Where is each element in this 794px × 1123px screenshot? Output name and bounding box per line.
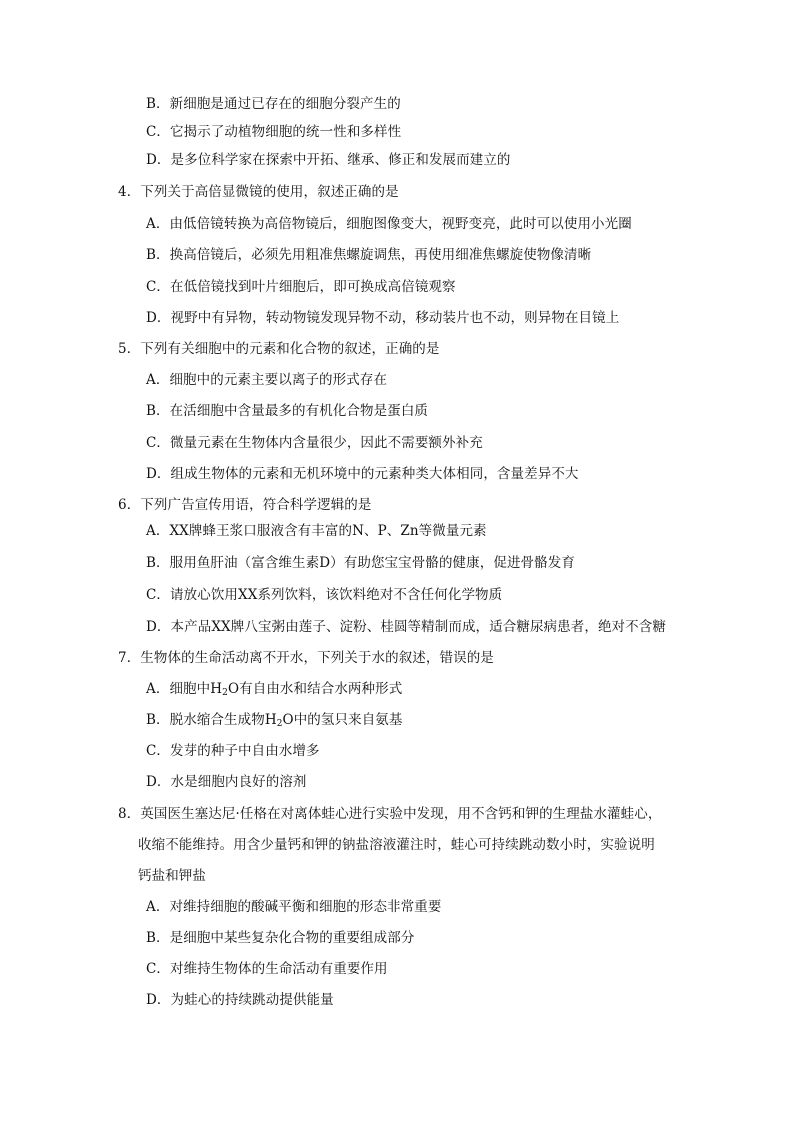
q7-stem: 7．生物体的生命活动离不开水，下列关于水的叙述，错误的是 xyxy=(118,650,494,666)
q3-option-c: C．它揭示了动植物细胞的统一性和多样性 xyxy=(146,124,402,140)
q4-option-c: C．在低倍镜找到叶片细胞后，即可换成高倍镜观察 xyxy=(146,279,456,295)
q4-option-b: B．换高倍镜后，必须先用粗准焦螺旋调焦，再使用细准焦螺旋使物像清晰 xyxy=(146,247,592,263)
q6-option-a: A．XX牌蜂王浆口服液含有丰富的N、P、Zn等微量元素 xyxy=(146,523,487,539)
q4-stem: 4．下列关于高倍显微镜的使用，叙述正确的是 xyxy=(118,184,399,200)
q3-option-d: D．是多位科学家在探索中开拓、继承、修正和发展而建立的 xyxy=(146,152,511,168)
q7-option-b-subscript: 2 xyxy=(276,719,283,729)
q6-stem: 6．下列广告宣传用语，符合科学逻辑的是 xyxy=(118,497,372,513)
q7-option-a xyxy=(146,680,402,698)
q7-option-a-post: O有自由水和结合水两种形式 xyxy=(227,681,403,697)
q7-option-b xyxy=(146,711,403,729)
q5-option-b: B．在活细胞中含量最多的有机化合物是蛋白质 xyxy=(146,403,429,419)
q7-option-b-post: O中的氢只来自氨基 xyxy=(282,712,403,728)
q3-option-b: B．新细胞是通过已存在的细胞分裂产生的 xyxy=(146,96,401,112)
q6-option-b: B．服用鱼肝油（富含维生素D）有助您宝宝骨骼的健康，促进骨骼发育 xyxy=(146,555,575,571)
q8-option-c: C．对维持生物体的生命活动有重要作用 xyxy=(146,961,388,977)
q5-option-a: A．细胞中的元素主要以离子的形式存在 xyxy=(146,372,388,388)
q7-option-a-pre: A．细胞中H xyxy=(146,681,223,697)
q5-option-c: C．微量元素在生物体内含量很少，因此不需要额外补充 xyxy=(146,435,483,451)
q4-option-a: A．由低倍镜转换为高倍物镜后，细胞图像变大，视野变亮，此时可以使用小光圈 xyxy=(146,216,632,232)
q7-option-a-subscript: 2 xyxy=(222,688,228,698)
q5-stem: 5．下列有关细胞中的元素和化合物的叙述，正确的是 xyxy=(118,341,440,357)
q8-option-b: B．是细胞中某些复杂化合物的重要组成部分 xyxy=(146,930,415,946)
q7-option-c: C．发芽的种子中自由水增多 xyxy=(146,743,320,759)
q8-stem-line-1: 8．英国医生塞达尼·任格在对离体蛙心进行实验中发现，用不含钙和钾的生理盐水灌蛙心， xyxy=(118,806,662,822)
q7-option-b-pre: B．脱水缩合生成物H xyxy=(146,712,277,728)
q8-stem-line-2: 收缩不能维持。用含少量钙和钾的钠盐溶液灌注时，蛙心可持续跳动数小时，实验说明 xyxy=(138,837,655,853)
q8-stem-line-3: 钙盐和钾盐 xyxy=(138,868,206,884)
q7-option-d: D．水是细胞内良好的溶剂 xyxy=(146,774,307,790)
q8-option-a: A．对维持细胞的酸碱平衡和细胞的形态非常重要 xyxy=(146,899,442,915)
q6-option-c: C．请放心饮用XX系列饮料，该饮料绝对不含任何化学物质 xyxy=(146,587,503,603)
q4-option-d: D．视野中有异物，转动物镜发现异物不动，移动装片也不动，则异物在目镜上 xyxy=(146,310,620,326)
q5-option-d: D．组成生物体的元素和无机环境中的元素种类大体相同，含量差异不大 xyxy=(146,466,579,482)
q8-option-d: D．为蛙心的持续跳动提供能量 xyxy=(146,992,334,1008)
q6-option-d: D．本产品XX牌八宝粥由莲子、淀粉、桂圆等精制而成，适合糖尿病患者，绝对不含糖 xyxy=(146,619,666,635)
